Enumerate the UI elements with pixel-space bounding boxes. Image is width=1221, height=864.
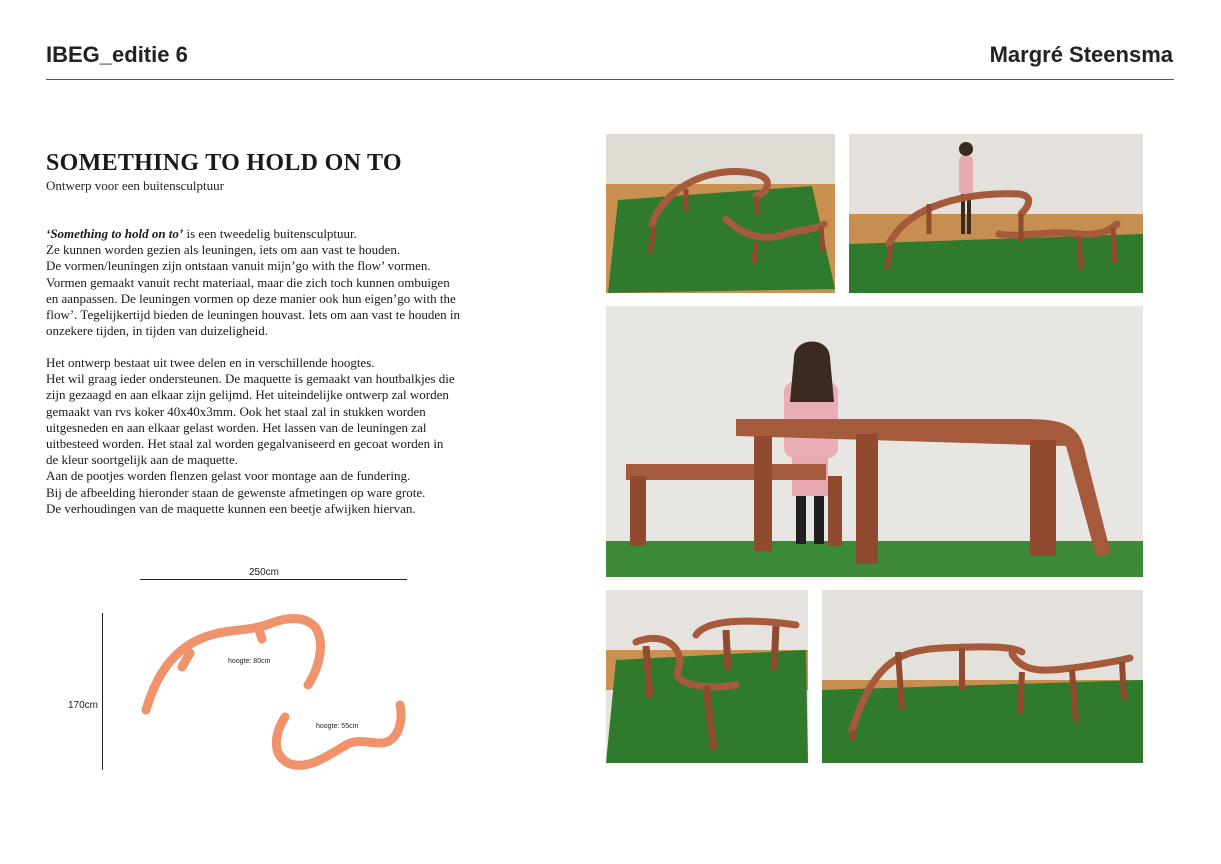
railing-leg [182, 653, 190, 667]
railing-shape-small [276, 705, 401, 765]
width-dimension-label: 250cm [249, 567, 280, 578]
paragraph-line: Vormen gemaakt vanuit recht materiaal, maar die zich toch kunnen ombuigen [46, 274, 450, 290]
shape2-height-label: hoogte: 55cm [316, 723, 359, 730]
paragraph-line: flow’. Tegelijkertijd bieden de leuningen houvast. Iets om aan vast te houden in [46, 307, 461, 323]
paragraph-line: De vormen/leuningen zijn ontstaan vanuit mijn’go with the flow’ vormen. [46, 258, 431, 274]
paragraph-line: Aan de pootjes worden flenzen gelast voor montage aan de fundering. [46, 468, 411, 484]
paragraph-line: Het wil graag ieder ondersteunen. De maquette is gemaakt van houtbalkjes die [46, 371, 455, 387]
paragraph-line: Bij de afbeelding hieronder staan de gewenste afmetingen op ware grote. [46, 484, 426, 500]
header-divider [46, 79, 1174, 80]
design-paragraph [46, 355, 506, 517]
railing-leg [258, 627, 262, 639]
photo-maquette-closeup [606, 306, 1143, 577]
author-name: Margré Steensma [989, 42, 1173, 67]
paragraph-line: onzekere tijden, in tijden van duizeligheid. [46, 323, 269, 339]
photo-maquette-top-view [606, 134, 835, 293]
photo-maquette-wide-view [822, 590, 1143, 763]
paragraph-line: de kleur soortgelijk aan de maquette. [46, 452, 239, 468]
article-title: SOMETHING TO HOLD ON TO [46, 150, 402, 176]
photo-maquette-side-view [606, 590, 808, 763]
paragraph-line: en aanpassen. De leuningen vormen op deze manier ook hun eigen’go with the [46, 290, 456, 306]
photo-maquette-with-figure [849, 134, 1143, 293]
shape1-height-label: hoogte: 80cm [228, 658, 271, 665]
height-dimension-label: 170cm [68, 700, 99, 711]
paragraph-line: gemaakt van rvs koker 40x40x3mm. Ook het staal zal in stukken worden [46, 403, 426, 419]
floorplan-sketch [130, 605, 420, 780]
article-subtitle: Ontwerp voor een buitensculptuur [46, 178, 224, 193]
intro-paragraph [46, 226, 506, 339]
paragraph-line: uitgesneden en aan elkaar gelast worden. Het lassen van de leuningen zal [46, 419, 427, 435]
paragraph-line: De verhoudingen van de maquette kunnen een beetje afwijken hiervan. [46, 500, 416, 516]
height-dimension-line [102, 613, 103, 770]
lead-phrase: ‘Something to hold on to’ [46, 226, 184, 241]
paragraph-line: Het ontwerp bestaat uit twee delen en in verschillende hoogtes. [46, 355, 375, 370]
paragraph-line: ‘Something to hold on to’ is een tweedelig buitensculptuur. [46, 226, 357, 241]
paragraph-line: zijn gezaagd en aan elkaar zijn gelijmd. Het uiteindelijke ontwerp zal worden [46, 387, 449, 403]
width-dimension-line [140, 579, 407, 580]
paragraph-line: uitbesteed worden. Het staal zal worden gegalvaniseerd en gecoat worden in [46, 436, 444, 452]
header-title: IBEG_editie 6 [46, 42, 188, 67]
paragraph-line: Ze kunnen worden gezien als leuningen, iets om aan vast te houden. [46, 242, 401, 258]
